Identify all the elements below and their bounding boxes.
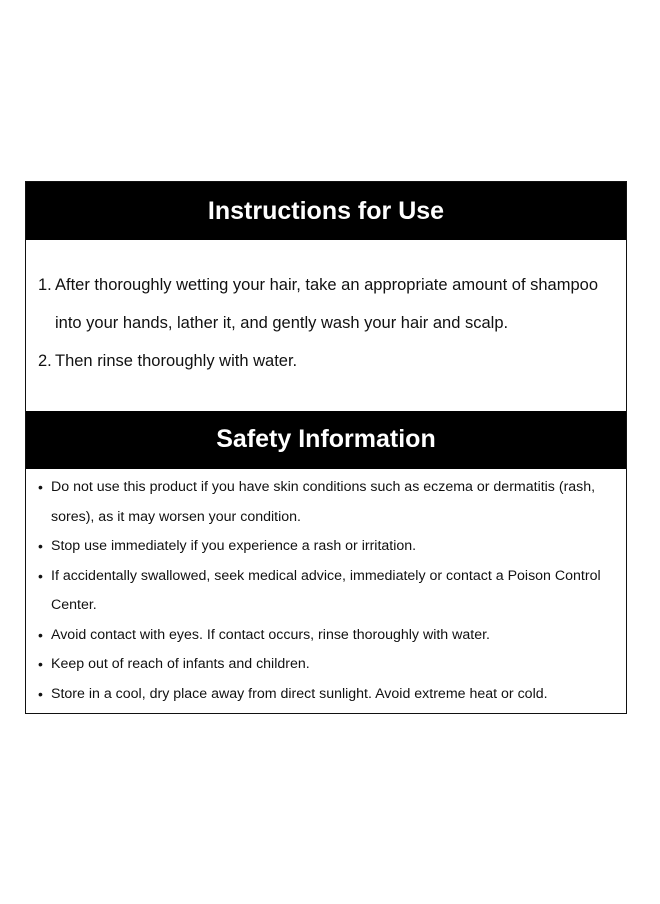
safety-item [38, 621, 618, 651]
safety-item [38, 473, 618, 532]
step-text: After thoroughly wetting your hair, take an appropriate amount of shampoo into your hands, lather it, and gently wash your hair and scalp. [55, 276, 598, 332]
safety-heading: Safety Information [26, 411, 626, 469]
safety-list [38, 473, 618, 709]
product-label-panel [25, 181, 627, 714]
safety-item [38, 562, 618, 621]
bullet-icon: • [38, 685, 43, 702]
bullet-icon: • [38, 567, 43, 584]
bullet-icon: • [38, 479, 43, 495]
bullet-icon: • [38, 656, 43, 672]
step-text: Then rinse thoroughly with water. [55, 352, 298, 370]
safety-item-text: Stop use immediately if you experience a rash or irritation. [51, 538, 417, 554]
safety-item-text: Keep out of reach of infants and children. [51, 656, 310, 672]
bullet-icon: • [38, 538, 43, 554]
safety-item [38, 532, 618, 562]
step-number: 2. [38, 352, 52, 370]
safety-item [38, 650, 618, 680]
instruction-step [38, 266, 618, 342]
safety-item-text: Do not use this product if you have skin conditions such as eczema or dermatitis (rash, sores), as it may worsen your condition. [51, 479, 596, 525]
instruction-step [38, 342, 618, 380]
safety-item-text: Store in a cool, dry place away from direct sunlight. Avoid extreme heat or cold. [51, 685, 548, 702]
instructions-heading: Instructions for Use [26, 182, 626, 240]
step-number: 1. [38, 276, 52, 294]
instructions-section [26, 240, 626, 411]
safety-section [26, 469, 626, 709]
safety-item-text: If accidentally swallowed, seek medical advice, immediately or contact a Poison Control Center. [51, 567, 601, 613]
bullet-icon: • [38, 626, 43, 643]
instructions-list [38, 266, 618, 380]
safety-item-text: Avoid contact with eyes. If contact occurs, rinse thoroughly with water. [51, 626, 490, 643]
safety-item [38, 680, 618, 710]
